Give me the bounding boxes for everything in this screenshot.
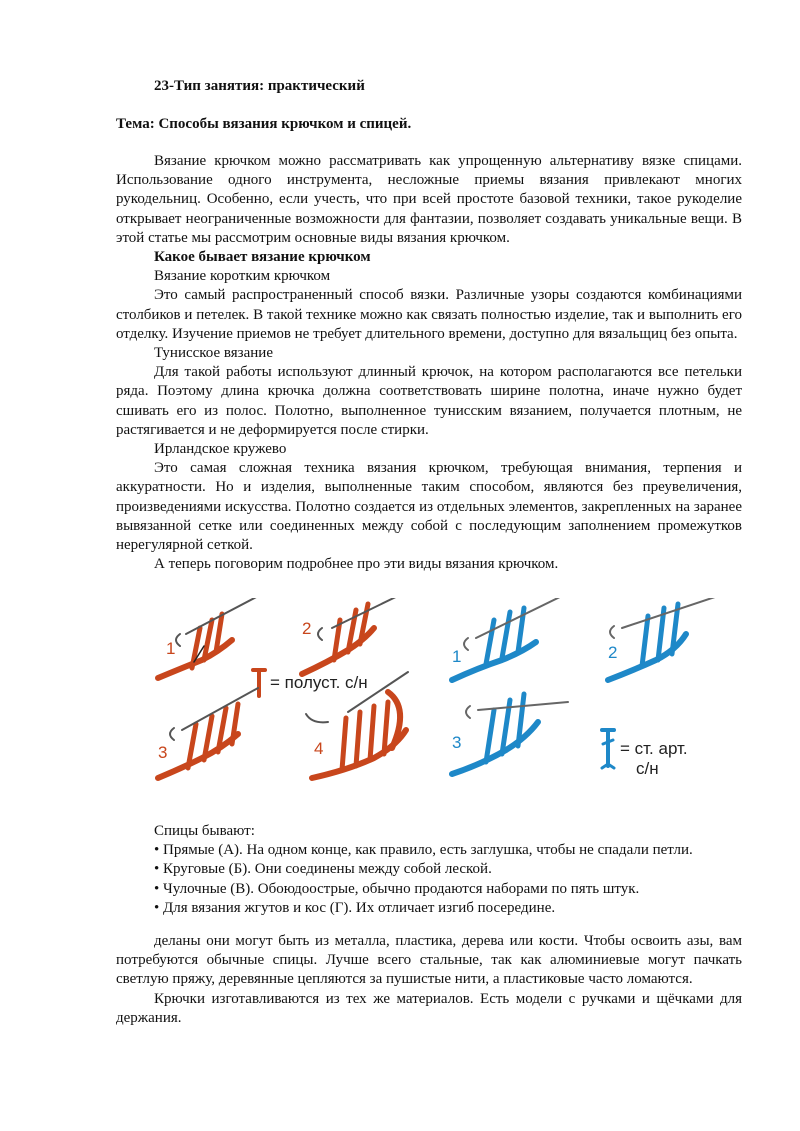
lesson-title: 23-Тип занятия: практический xyxy=(154,78,365,94)
needle-item-stocking: • Чулочные (В). Обоюдоострые, обычно продаются наборами по пять штук. xyxy=(116,880,742,899)
transition-sentence: А теперь поговорим подробнее про эти виды вязания крючком. xyxy=(154,556,559,573)
materials-paragraph: деланы они могут быть из металла, пластика, дерева или кости. Чтобы освоить азы, вам потребуются обычные спицы. Лучше всего стальные, так как алюминиевые могут пачкать светлую пряжу, деревянные цепляются за пушистые нити, а пластиковые часто ломаются. xyxy=(116,933,742,988)
left-step-label-4: 4 xyxy=(314,739,324,758)
stitch-diagrams xyxy=(152,598,752,794)
text-block-crochet xyxy=(116,152,742,574)
needles-block xyxy=(116,822,742,918)
right-step-label-2: 2 xyxy=(608,643,618,662)
right-legend-line2: с/н xyxy=(636,759,659,778)
bullet-dot-icon: • xyxy=(154,861,160,878)
bullet-dot-icon: • xyxy=(154,880,160,897)
crochet-illustrations xyxy=(152,598,752,794)
type-name-tunisian: Тунисское вязание xyxy=(154,345,273,362)
type-text-tunisian: Для такой работы используют длинный крючок, на котором располагаются все петельки ряда. Поэтому длина крючка должна соответствовать ширине полотна, иначе нужно будет сшивать его из полос. Полотно, выполненное тунисским вязанием, получается плотным, не растягивается и не деформируется после стирки. xyxy=(116,364,742,438)
right-step-label-3: 3 xyxy=(452,733,462,752)
bullet-dot-icon: • xyxy=(154,899,160,916)
left-step-label-2: 2 xyxy=(302,619,312,638)
step-3-illustration xyxy=(158,688,258,778)
right-legend-line1: = ст. арт. xyxy=(620,739,688,758)
right-step-2-illustration xyxy=(608,598,736,680)
hooks-paragraph: Крючки изготавливаются из тех же материалов. Есть модели с ручками и щёчками для держания. xyxy=(116,990,742,1026)
topic-heading: Тема: Способы вязания крючком и спицей. xyxy=(116,116,412,132)
needles-heading: Спицы бывают: xyxy=(154,823,255,839)
intro-paragraph: Вязание крючком можно рассматривать как упрощенную альтернативу вязке спицами. Использование одного инструмента, несложные приемы вязания привлекают многих рукодельниц. Особенно, если учесть, что при всей простоте базовой техники, такое рукоделие открывает неограниченные возможности для фантазии, позволяет создавать уникальные вещи. В этой статье мы рассмотрим основные виды вязания крючком. xyxy=(116,153,742,246)
needle-item-straight: • Прямые (А). На одном конце, как правило, есть заглушка, чтобы не спадали петли. xyxy=(116,841,742,860)
left-step-label-1: 1 xyxy=(166,639,176,658)
type-text-short-hook: Это самый распространенный способ вязки. Различные узоры создаются комбинациями столбиков и петелек. В такой технике можно как связать полностью изделие, так и выполнить его отделку. Изучение приемов не требует длительного времени, доступно для вязальщиц без опыта. xyxy=(116,287,742,342)
left-legend: = полуст. с/н xyxy=(270,673,368,692)
right-step-label-1: 1 xyxy=(452,647,462,666)
double-crochet-figure xyxy=(452,598,736,774)
type-name-short-hook: Вязание коротким крючком xyxy=(154,268,331,285)
double-crochet-symbol xyxy=(602,730,614,768)
right-step-1-illustration xyxy=(452,598,566,680)
needle-item-circular: • Круговые (Б). Они соединены между собой леской. xyxy=(116,860,742,879)
section-heading: Какое бывает вязание крючком xyxy=(154,249,371,266)
materials-block xyxy=(116,932,742,1028)
needle-item-cable: • Для вязания жгутов и кос (Г). Их отличает изгиб посередине. xyxy=(116,899,742,918)
step-2-illustration xyxy=(302,598,406,674)
right-step-3-illustration xyxy=(452,694,568,774)
type-text-irish-lace: Это самая сложная техника вязания крючком, требующая внимания, терпения и аккуратности. Но и изделия, выполненные таким способом, являются без преувеличения, произведениями искусства. Полотно создается из отдельных элементов, закрепленных на заранее вывязанной сетке или соединенных между собой с последующим заполнением промежутков нерегулярной сеткой. xyxy=(116,460,742,554)
half-double-symbol xyxy=(253,670,265,696)
type-name-irish-lace: Ирландское кружево xyxy=(154,441,287,458)
bullet-dot-icon: • xyxy=(154,842,160,859)
left-step-label-3: 3 xyxy=(158,743,168,762)
step-1-illustration xyxy=(158,598,262,678)
